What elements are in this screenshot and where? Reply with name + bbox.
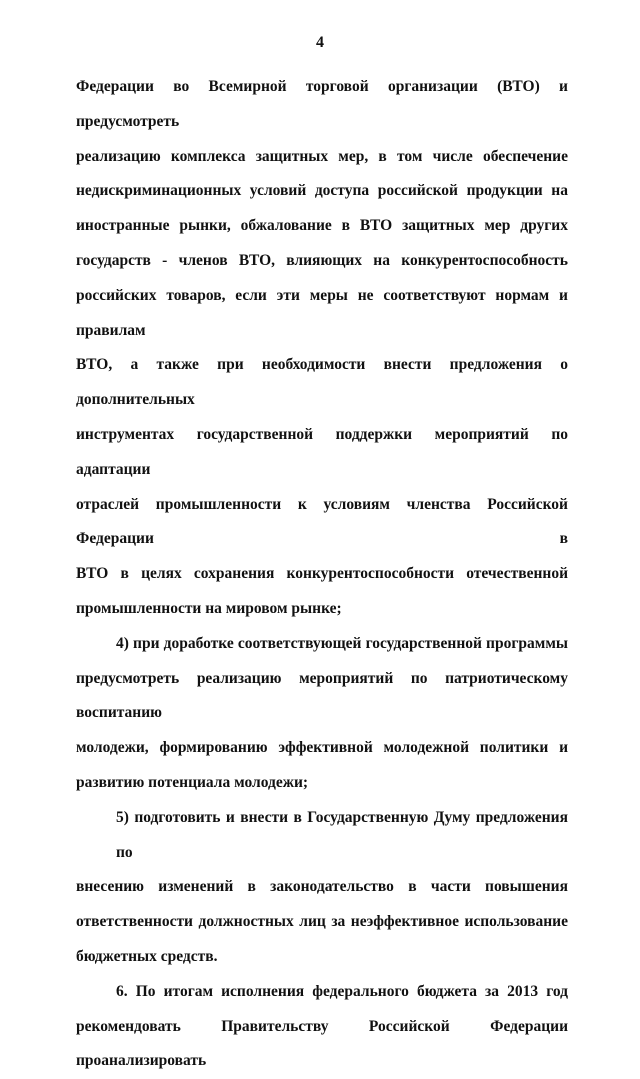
text-line: инструментах государственной поддержки мероприятий по адаптации	[76, 425, 568, 478]
text-line: развитию потенциала молодежи;	[76, 773, 309, 791]
text-line: Федерации во Всемирной торговой организации (ВТО) и предусмотреть	[76, 78, 568, 130]
text-line: российских товаров, если эти меры не соответствуют нормам и правилам	[76, 286, 568, 339]
text-line: иностранные рынки, обжалование в ВТО защитных мер других	[76, 217, 568, 235]
text-line: рекомендовать Правительству Российской Федерации проанализировать	[76, 1017, 568, 1070]
text-line: молодежи, формированию эффективной молодежной политики и	[76, 739, 568, 757]
text-line: промышленности на мировом рынке;	[76, 599, 342, 617]
text-line: ответственности должностных лиц за неэффективное использование	[76, 913, 568, 931]
paragraph-item-6	[76, 975, 568, 1079]
text-line: внесению изменений в законодательство в части повышения	[76, 878, 568, 896]
text-line: отраслей промышленности к условиям членства Российской Федерации в	[76, 495, 568, 548]
page-number: 4	[316, 34, 324, 51]
text-line: 4) при доработке соответствующей государственной программы	[116, 634, 568, 652]
text-line: 6. По итогам исполнения федерального бюджета за 2013 год	[116, 982, 568, 1000]
text-line: ВТО в целях сохранения конкурентоспособности отечественной	[76, 565, 568, 583]
paragraph-item-5	[76, 801, 568, 975]
text-line: недискриминационных условий доступа российской продукции на	[76, 182, 568, 200]
text-line: бюджетных средств.	[76, 947, 218, 965]
text-line: 5) подготовить и внести в Государственную Думу предложения по	[116, 808, 568, 861]
text-line: предусмотреть реализацию мероприятий по патриотическому воспитанию	[76, 669, 568, 722]
document-body	[76, 70, 568, 1079]
text-line: ВТО, а также при необходимости внести предложения о дополнительных	[76, 356, 568, 409]
paragraph-wto-continuation	[76, 70, 568, 627]
text-line: государств - членов ВТО, влияющих на конкурентоспособность	[76, 251, 568, 269]
paragraph-item-4	[76, 627, 568, 801]
text-line: реализацию комплекса защитных мер, в том числе обеспечение	[76, 147, 568, 165]
